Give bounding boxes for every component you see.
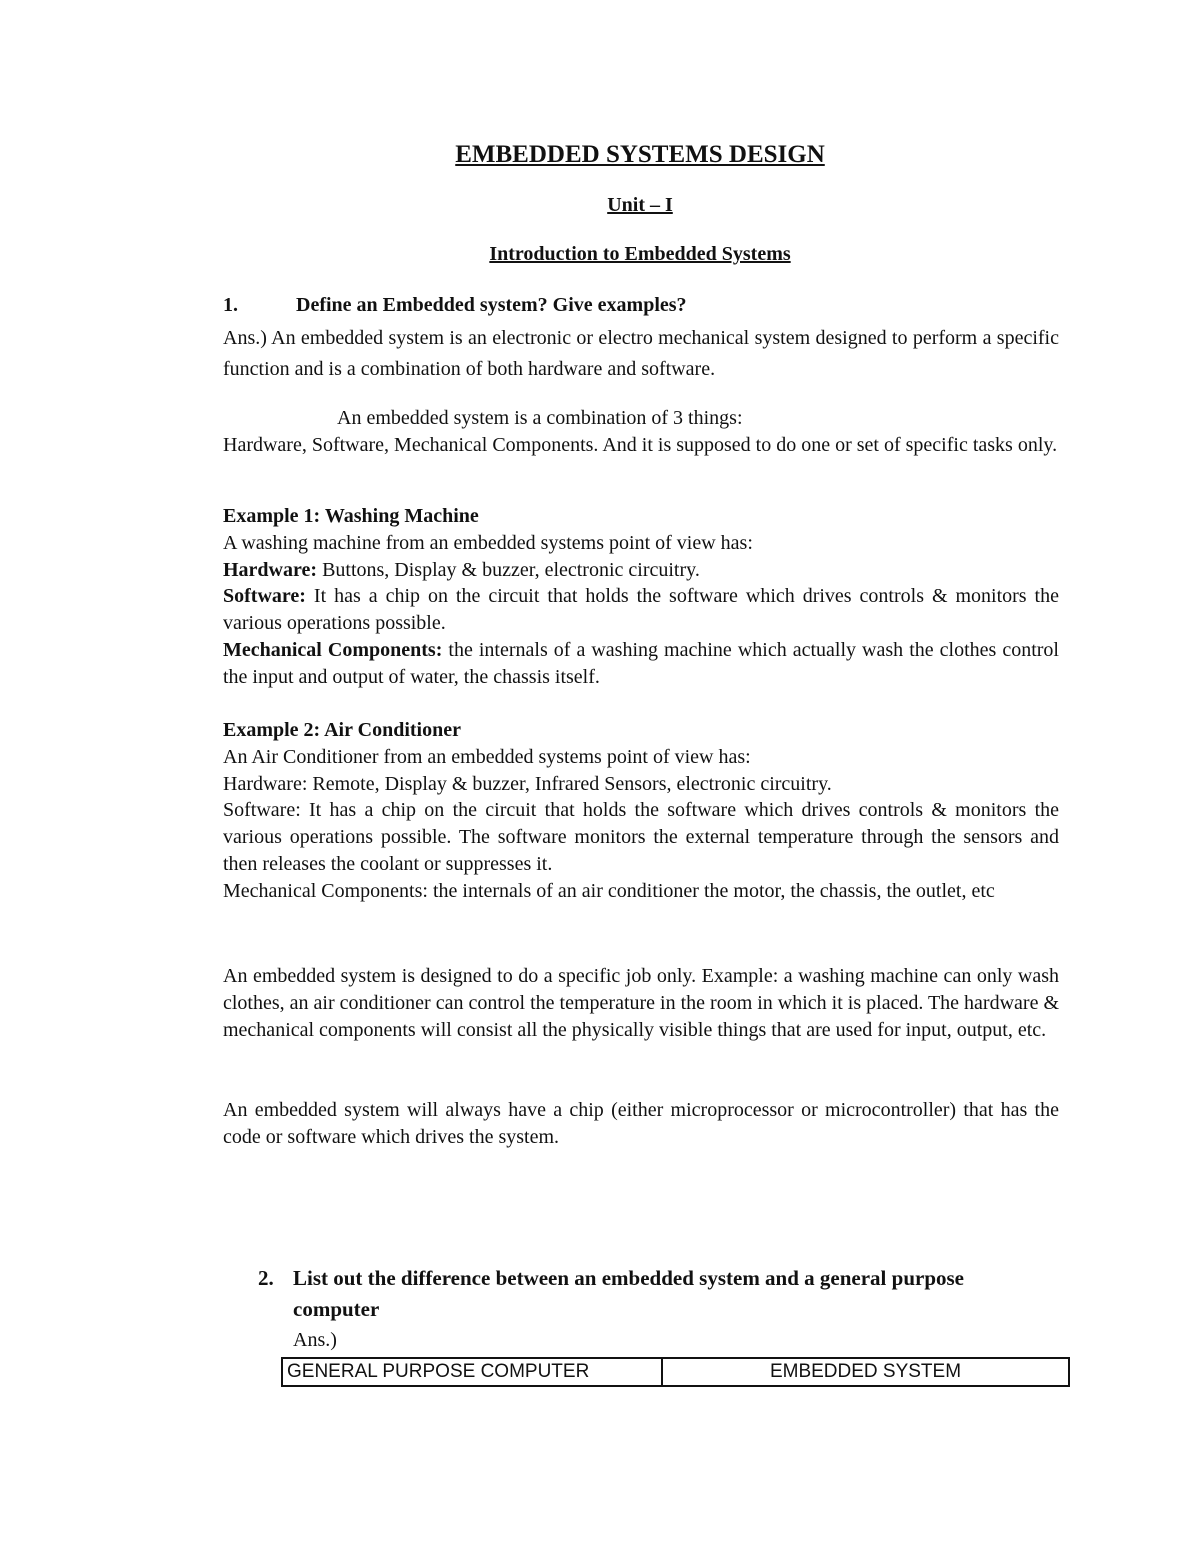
q1-things-line: Hardware, Software, Mechanical Components. And it is supposed to do one or set of specific tasks only.: [223, 434, 1058, 456]
table-header-row: [282, 1358, 1069, 1386]
q2-question-line1: List out the difference between an embedded system and a general purpose: [293, 1266, 964, 1290]
example1-intro: A washing machine from an embedded systems point of view has:: [223, 531, 753, 554]
unit-heading: Unit – I: [607, 194, 673, 216]
q2-answer-label: Ans.): [293, 1329, 337, 1351]
q1-indent-line: An embedded system is a combination of 3 things:: [337, 407, 743, 429]
q2-question-line2: computer: [293, 1297, 380, 1321]
example2-heading: Example 2: Air Conditioner: [223, 719, 461, 741]
example2-mechanical: Mechanical Components: the internals of an air conditioner the motor, the chassis, the outlet, etc: [223, 879, 995, 902]
example1-mechanical: Mechanical Components: the internals of a washing machine which actually wash the clothes control the input and output of water, the chassis itself.: [223, 638, 1059, 688]
q1-answer: Ans.) An embedded system is an electronic or electro mechanical system designed to perform a specific function and is a combination of both hardware and software.: [223, 327, 1059, 380]
example2-software: Software: It has a chip on the circuit that holds the software which drives controls & monitors the various operations possible. The software monitors the external temperature through the sensors and then releases the coolant or suppresses it.: [223, 799, 1059, 875]
paragraph-specific-job: An embedded system is designed to do a specific job only. Example: a washing machine can only wash clothes, an air conditioner can control the temperature in the room in which it is placed. The hardware & mechanical components will consist all the physically visible things that are used for input, output, etc.: [223, 965, 1060, 1041]
example2-block: [223, 717, 1059, 905]
example2-intro: An Air Conditioner from an embedded systems point of view has:: [223, 745, 751, 768]
table-header-embedded-system: EMBEDDED SYSTEM: [662, 1358, 1069, 1386]
example1-block: [223, 503, 1059, 691]
table-header-general-purpose: GENERAL PURPOSE COMPUTER: [282, 1358, 662, 1386]
topic-heading: Introduction to Embedded Systems: [489, 243, 791, 265]
q1-number: 1.: [223, 294, 238, 316]
example1-software: Software: It has a chip on the circuit that holds the software which drives controls & monitors the various operations possible.: [223, 585, 1059, 635]
paragraph-chip: An embedded system will always have a chip (either microprocessor or microcontroller) that has the code or software which drives the system.: [223, 1099, 1059, 1148]
example1-hardware: Hardware: Buttons, Display & buzzer, electronic circuitry.: [223, 558, 700, 581]
q1-question: Define an Embedded system? Give examples?: [296, 294, 687, 316]
comparison-table: [281, 1357, 1070, 1387]
example2-hardware: Hardware: Remote, Display & buzzer, Infrared Sensors, electronic circuitry.: [223, 772, 832, 795]
q2-number: 2.: [258, 1266, 274, 1290]
example1-heading: Example 1: Washing Machine: [223, 505, 479, 527]
document-title: EMBEDDED SYSTEMS DESIGN: [455, 141, 825, 168]
